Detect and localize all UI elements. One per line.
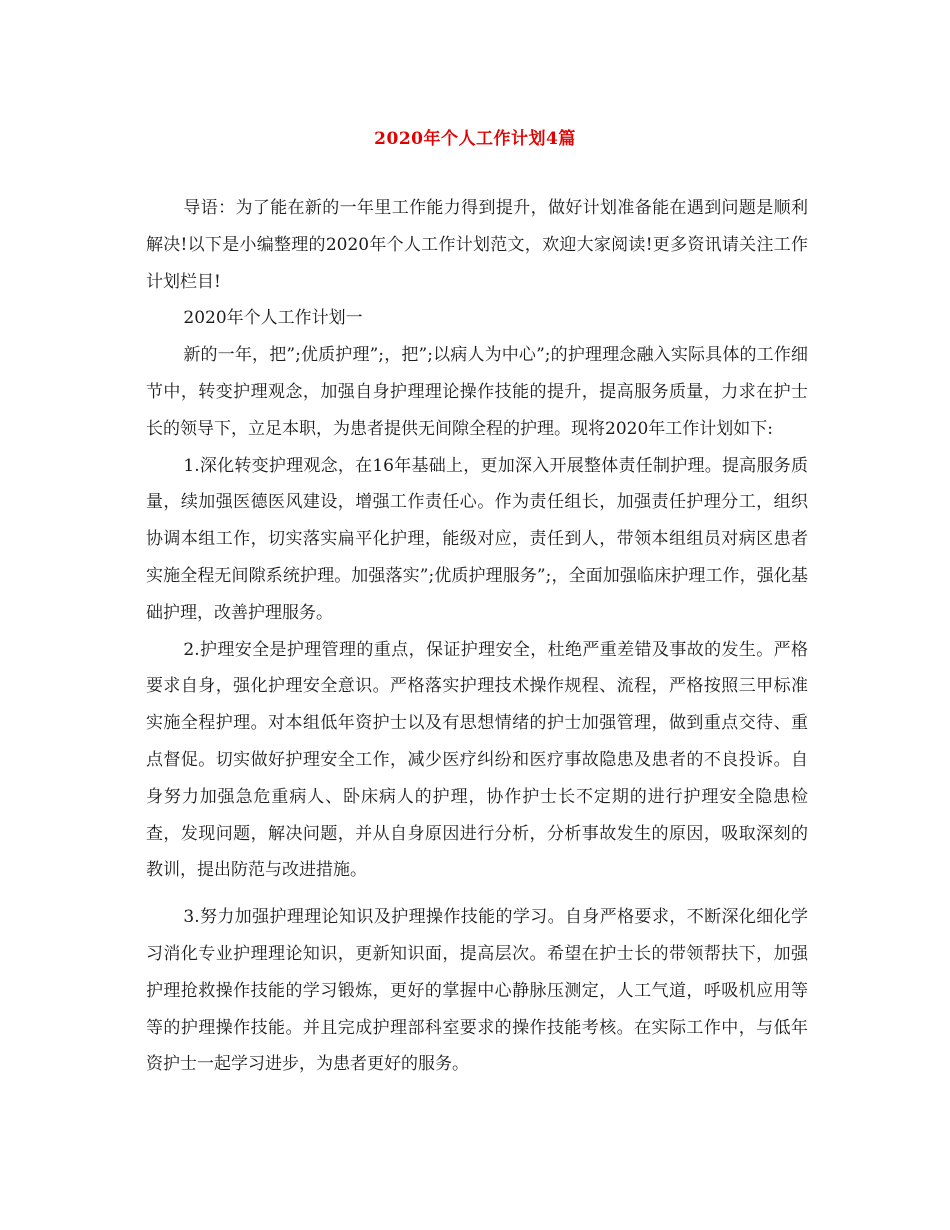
plan-item-2: 2.护理安全是护理管理的重点，保证护理安全，杜绝严重差错及事故的发生。严格要求自身，强化护理安全意识。严格落实护理技术操作规程、流程，严格按照三甲标准实施全程护理。对本组低年资护士以及有思想情绪的护士加强管理，做到重点交待、重点督促。切实做好护理安全工作，减少医疗纠纷和医疗事故隐患及患者的不良投诉。自身努力加强急危重病人、卧床病人的护理，协作护士长不定期的进行护理安全隐患检查，发现问题，解决问题，并从自身原因进行分析，分析事故发生的原因，吸取深刻的教训，提出防范与改进措施。 (146, 639, 808, 881)
body-paragraph: 新的一年，把”;优质护理”;，把”;以病人为中心”;的护理理念融入实际具体的工作细节中，转变护理观念，加强自身护理理论操作技能的提升，提高服务质量，力求在护士长的领导下，立足本职，为患者提供无间隙全程的护理。现将2020年工作计划如下: (146, 345, 808, 439)
document-body (146, 190, 808, 1083)
document-title: 2020年个人工作计划4篇 (374, 129, 576, 149)
plan-item-3: 3.努力加强护理理论知识及护理操作技能的学习。自身严格要求，不断深化细化学习消化专业护理理论知识，更新知识面，提高层次。希望在护士长的带领帮扶下，加强护理抢救操作技能的学习锻炼，更好的掌握中心静脉压测定，人工气道，呼吸机应用等等的护理操作技能。并且完成护理部科室要求的操作技能考核。在实际工作中，与低年资护士一起学习进步，为患者更好的服务。 (146, 907, 808, 1075)
plan-item-1: 1.深化转变护理观念，在16年基础上，更加深入开展整体责任制护理。提高服务质量，续加强医德医风建设，增强工作责任心。作为责任组长，加强责任护理分工，组织协调本组工作，切实落实扁平化护理，能级对应，责任到人，带领本组组员对病区患者实施全程无间隙系统护理。加强落实”;优质护理服务”;，全面加强临床护理工作，强化基础护理，改善护理服务。 (146, 455, 808, 623)
intro-paragraph: 导语：为了能在新的一年里工作能力得到提升，做好计划准备能在遇到问题是顺利解决!以下是小编整理的2020年个人工作计划范文，欢迎大家阅读!更多资讯请关注工作计划栏目! (146, 198, 808, 292)
section-heading: 2020年个人工作计划一 (183, 308, 363, 329)
